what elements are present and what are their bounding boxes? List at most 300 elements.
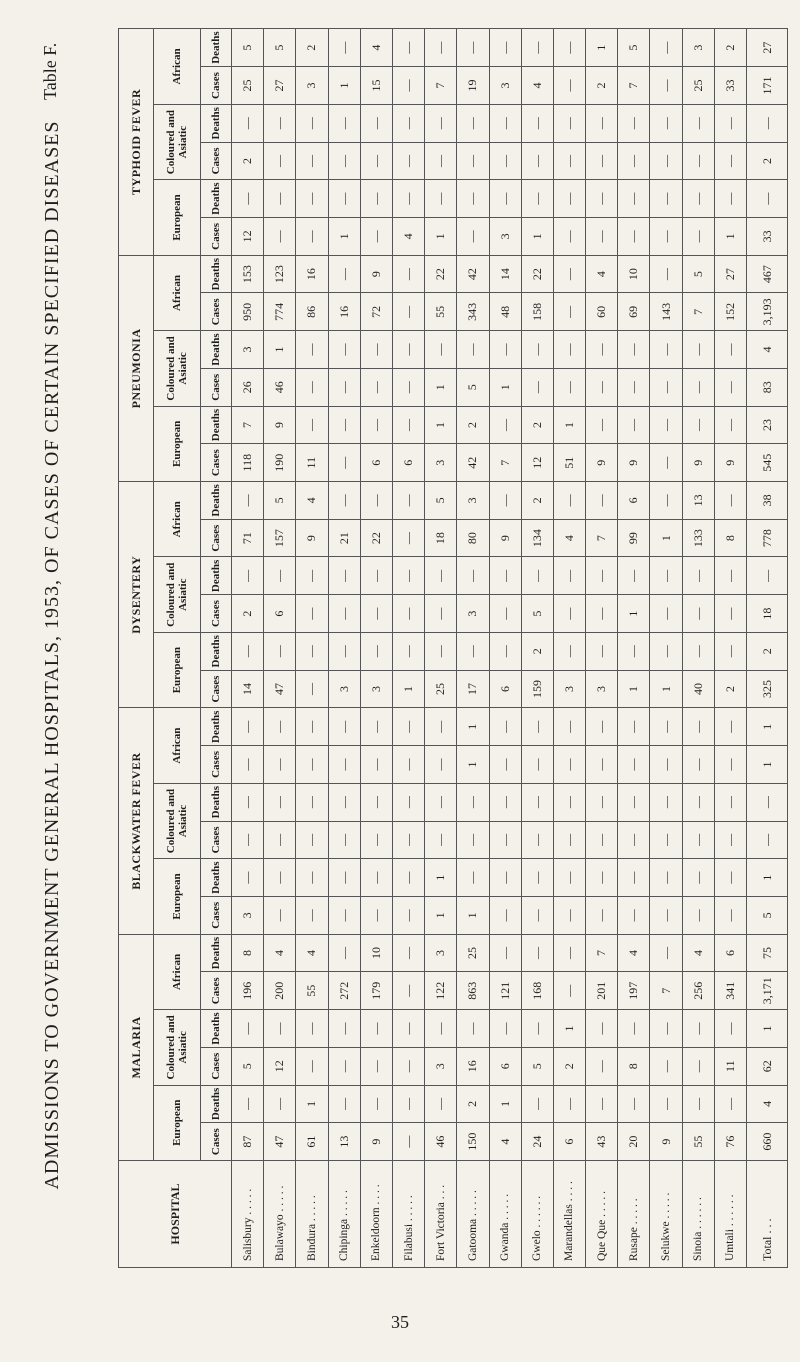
table-cell: — (618, 708, 650, 746)
table-cell: — (586, 368, 618, 406)
table-row (521, 29, 553, 1268)
table-cell: — (650, 482, 682, 520)
table-cell: 2 (553, 1047, 585, 1085)
disease-header-blackwater-fever: BLACKWATER FEVER (119, 708, 154, 934)
table-cell: — (360, 859, 392, 897)
cases-header: Cases (201, 746, 232, 784)
table-cell: — (296, 859, 328, 897)
table-cell: 16 (328, 293, 360, 331)
table-cell: 153 (232, 255, 264, 293)
table-cell: 863 (457, 972, 489, 1010)
table-cell: 26 (232, 368, 264, 406)
table-cell: 7 (586, 934, 618, 972)
table-cell: — (618, 632, 650, 670)
table-cell: 6 (714, 934, 746, 972)
table-cell: 197 (618, 972, 650, 1010)
table-cell: — (714, 632, 746, 670)
table-row (489, 29, 521, 1268)
table-cell: — (328, 934, 360, 972)
table-cell: 40 (682, 670, 714, 708)
cases-header: Cases (201, 293, 232, 331)
table-cell: — (553, 218, 585, 256)
table-cell: 1 (714, 218, 746, 256)
table-cell: 5 (232, 1047, 264, 1085)
table-cell: — (714, 1010, 746, 1048)
table-cell: — (553, 821, 585, 859)
table-cell: 33 (747, 218, 788, 256)
table-cell: 33 (714, 67, 746, 105)
table-cell: 12 (521, 444, 553, 482)
table-cell: — (682, 368, 714, 406)
table-cell: — (618, 180, 650, 218)
table-row (360, 29, 392, 1268)
table-cell: 1 (650, 670, 682, 708)
table-cell: — (425, 557, 457, 595)
table-cell: — (618, 218, 650, 256)
table-cell: — (392, 783, 424, 821)
table-cell: 9 (618, 444, 650, 482)
table-cell: 18 (425, 519, 457, 557)
table-cell: 3 (425, 1047, 457, 1085)
table-cell: — (264, 896, 296, 934)
table-cell: 9 (586, 444, 618, 482)
table-cell: — (457, 218, 489, 256)
table-cell: — (714, 482, 746, 520)
table-cell: — (650, 1047, 682, 1085)
table-cell: — (618, 142, 650, 180)
table-cell: — (489, 859, 521, 897)
table-cell: — (296, 406, 328, 444)
cases-header: Cases (201, 142, 232, 180)
table-cell: 5 (521, 1047, 553, 1085)
table-cell: 25 (232, 67, 264, 105)
table-cell: 13 (328, 1123, 360, 1161)
table-cell: 1 (264, 331, 296, 369)
cases-header: Cases (201, 595, 232, 633)
table-cell: 7 (650, 972, 682, 1010)
table-cell: 325 (747, 670, 788, 708)
table-cell: — (586, 1047, 618, 1085)
table-cell: 1 (553, 406, 585, 444)
page-number: 35 (391, 1312, 409, 1332)
table-cell: 2 (232, 595, 264, 633)
table-cell: — (489, 708, 521, 746)
table-cell: — (489, 557, 521, 595)
table-cell: — (682, 783, 714, 821)
hospital-name: Gwanda . . . . . (489, 1161, 521, 1268)
table-cell: — (392, 406, 424, 444)
page-title: ADMISSIONS TO GOVERNMENT GENERAL HOSPITALS, 1953, OF CASES OF CERTAIN SPECIFIED DISEASES (41, 120, 63, 1190)
table-cell: 3 (489, 67, 521, 105)
table-cell: — (232, 557, 264, 595)
table-cell: — (586, 859, 618, 897)
table-cell: 55 (425, 293, 457, 331)
race-header: European (154, 180, 201, 255)
table-cell: — (360, 708, 392, 746)
table-cell: 196 (232, 972, 264, 1010)
table-cell: 7 (489, 444, 521, 482)
table-cell: — (618, 821, 650, 859)
table-cell: 1 (747, 1010, 788, 1048)
table-cell: — (296, 595, 328, 633)
hospital-name: Que Que . . . . . (586, 1161, 618, 1268)
table-cell: 19 (457, 67, 489, 105)
table-cell: 2 (714, 29, 746, 67)
table-row (328, 29, 360, 1268)
table-cell: — (586, 557, 618, 595)
table-cell: 2 (457, 406, 489, 444)
table-cell: — (521, 104, 553, 142)
table-cell: 71 (232, 519, 264, 557)
table-cell: — (360, 406, 392, 444)
table-cell: — (360, 180, 392, 218)
table-row (618, 29, 650, 1268)
table-cell: — (682, 180, 714, 218)
table-cell: 9 (714, 444, 746, 482)
table-cell: — (328, 482, 360, 520)
table-cell: — (392, 29, 424, 67)
hospital-name: Chipinga . . . . . (328, 1161, 360, 1268)
table-cell: — (264, 218, 296, 256)
table-cell: 47 (264, 670, 296, 708)
table-cell: — (457, 29, 489, 67)
table-cell: — (328, 406, 360, 444)
table-cell: 200 (264, 972, 296, 1010)
table-cell: — (328, 104, 360, 142)
table-cell: 3 (489, 218, 521, 256)
table-cell: — (264, 142, 296, 180)
table-cell: — (392, 821, 424, 859)
table-cell: — (489, 746, 521, 784)
table-cell: — (264, 1085, 296, 1123)
table-cell: — (714, 595, 746, 633)
table-cell: — (392, 934, 424, 972)
table-cell: — (328, 29, 360, 67)
table-cell: — (553, 595, 585, 633)
table-cell: — (714, 557, 746, 595)
table-cell: — (328, 859, 360, 897)
table-cell: — (264, 746, 296, 784)
table-cell: — (457, 142, 489, 180)
table-cell: — (457, 632, 489, 670)
table-cell: 545 (747, 444, 788, 482)
table-cell: — (328, 142, 360, 180)
table-cell: — (425, 746, 457, 784)
table-cell: — (392, 1123, 424, 1161)
table-cell: — (264, 859, 296, 897)
table-cell: — (457, 859, 489, 897)
table-cell: — (586, 104, 618, 142)
table-cell: — (747, 821, 788, 859)
table-cell: — (521, 1010, 553, 1048)
table-cell: — (650, 1010, 682, 1048)
table-cell: — (553, 746, 585, 784)
table-cell: 4 (682, 934, 714, 972)
table-cell: — (264, 557, 296, 595)
table-cell: 14 (489, 255, 521, 293)
table-cell: — (682, 331, 714, 369)
deaths-header: Deaths (201, 406, 232, 444)
table-cell: — (296, 708, 328, 746)
table-cell: 1 (425, 368, 457, 406)
table-cell: — (296, 896, 328, 934)
table-cell: — (714, 708, 746, 746)
table-cell: 272 (328, 972, 360, 1010)
table-cell: — (586, 821, 618, 859)
cases-header: Cases (201, 218, 232, 256)
table-cell: 343 (457, 293, 489, 331)
table-cell: — (618, 368, 650, 406)
table-cell: — (521, 859, 553, 897)
hospital-name: Marandellas . . . . (553, 1161, 585, 1268)
table-cell: — (682, 708, 714, 746)
table-cell: — (489, 104, 521, 142)
race-header: Coloured and Asiatic (154, 331, 201, 406)
table-cell: — (553, 293, 585, 331)
table-cell: 2 (747, 632, 788, 670)
table-cell: — (521, 934, 553, 972)
table-cell: — (682, 859, 714, 897)
table-cell: 1 (425, 859, 457, 897)
cases-header: Cases (201, 444, 232, 482)
table-cell: 2 (232, 142, 264, 180)
table-cell: — (392, 293, 424, 331)
table-cell: 4 (489, 1123, 521, 1161)
table-cell: 6 (264, 595, 296, 633)
table-cell: — (650, 595, 682, 633)
table-cell: 47 (264, 1123, 296, 1161)
table-cell: 3 (586, 670, 618, 708)
table-cell: — (714, 406, 746, 444)
table-cell: 6 (360, 444, 392, 482)
table-cell: — (296, 821, 328, 859)
race-header: African (154, 482, 201, 557)
table-cell: — (714, 896, 746, 934)
table-cell: — (682, 1085, 714, 1123)
table-cell: 4 (296, 934, 328, 972)
table-cell: 3 (457, 595, 489, 633)
table-cell: 87 (232, 1123, 264, 1161)
hospital-name: Enkeldoorn . . . . (360, 1161, 392, 1268)
table-cell: 9 (682, 444, 714, 482)
table-cell: 123 (264, 255, 296, 293)
table-cell: — (232, 859, 264, 897)
table-cell: — (553, 972, 585, 1010)
table-cell: 158 (521, 293, 553, 331)
table-cell: 9 (296, 519, 328, 557)
table-cell: 3 (425, 934, 457, 972)
table-cell: — (618, 859, 650, 897)
table-cell: 46 (264, 368, 296, 406)
table-cell: 7 (232, 406, 264, 444)
table-cell: — (425, 595, 457, 633)
table-cell: 4 (360, 29, 392, 67)
table-cell: — (425, 331, 457, 369)
table-cell: 9 (264, 406, 296, 444)
table-cell: — (328, 595, 360, 633)
table-cell: — (296, 1047, 328, 1085)
table-cell: — (457, 821, 489, 859)
table-cell: 17 (457, 670, 489, 708)
table-cell: — (650, 896, 682, 934)
table-cell: 55 (682, 1123, 714, 1161)
table-cell: — (714, 142, 746, 180)
table-cell: — (360, 1085, 392, 1123)
table-cell: 11 (296, 444, 328, 482)
table-cell: — (714, 821, 746, 859)
table-cell: 3 (232, 331, 264, 369)
table-cell: — (328, 821, 360, 859)
table-cell: — (360, 746, 392, 784)
table-cell: — (232, 180, 264, 218)
table-cell: — (650, 104, 682, 142)
table-cell: — (489, 331, 521, 369)
deaths-header: Deaths (201, 934, 232, 972)
table-cell: — (425, 29, 457, 67)
table-cell: 42 (457, 255, 489, 293)
table-row (425, 29, 457, 1268)
table-cell: — (264, 708, 296, 746)
table-cell: 1 (489, 1085, 521, 1123)
race-header: African (154, 708, 201, 783)
table-cell: 6 (489, 670, 521, 708)
table-cell: 1 (328, 218, 360, 256)
cases-header: Cases (201, 972, 232, 1010)
table-cell: 21 (328, 519, 360, 557)
cases-header: Cases (201, 1123, 232, 1161)
race-header: Coloured and Asiatic (154, 1010, 201, 1085)
table-cell: 9 (360, 255, 392, 293)
table-cell: 83 (747, 368, 788, 406)
table-cell: 12 (264, 1047, 296, 1085)
table-cell: 25 (425, 670, 457, 708)
table-cell: 778 (747, 519, 788, 557)
table-cell: 134 (521, 519, 553, 557)
table-cell: 467 (747, 255, 788, 293)
table-cell: 171 (747, 67, 788, 105)
table-cell: — (618, 746, 650, 784)
table-cell: — (586, 406, 618, 444)
table-cell: 7 (586, 519, 618, 557)
deaths-header: Deaths (201, 180, 232, 218)
table-cell: 14 (232, 670, 264, 708)
hospital-name: Gatooma . . . . . (457, 1161, 489, 1268)
deaths-header: Deaths (201, 331, 232, 369)
table-cell: 75 (747, 934, 788, 972)
table-row (650, 29, 682, 1268)
table-cell: 4 (264, 934, 296, 972)
table-cell: 150 (457, 1123, 489, 1161)
table-cell: — (328, 1085, 360, 1123)
table-cell: — (586, 708, 618, 746)
table-cell: 8 (714, 519, 746, 557)
table-cell: 6 (392, 444, 424, 482)
table-cell: 3 (328, 670, 360, 708)
table-cell: 48 (489, 293, 521, 331)
table-cell: — (650, 142, 682, 180)
table-cell: — (360, 595, 392, 633)
table-cell: 3,171 (747, 972, 788, 1010)
table-cell: — (553, 859, 585, 897)
table-cell: 5 (618, 29, 650, 67)
table-cell: 55 (296, 972, 328, 1010)
deaths-header: Deaths (201, 29, 232, 67)
table-cell: 1 (457, 746, 489, 784)
table-row (682, 29, 714, 1268)
cases-header: Cases (201, 519, 232, 557)
table-cell: 23 (747, 406, 788, 444)
table-row (264, 29, 296, 1268)
table-cell: — (232, 783, 264, 821)
table-cell: — (328, 1010, 360, 1048)
table-cell: 3 (360, 670, 392, 708)
table-cell: — (682, 104, 714, 142)
table-cell: — (296, 180, 328, 218)
table-cell: — (392, 746, 424, 784)
table-cell: 179 (360, 972, 392, 1010)
table-cell: — (328, 331, 360, 369)
table-cell: — (425, 142, 457, 180)
table-cell: — (747, 104, 788, 142)
table-cell: 3 (553, 670, 585, 708)
table-cell: 27 (714, 255, 746, 293)
table-cell: 16 (296, 255, 328, 293)
table-cell: — (682, 1010, 714, 1048)
table-cell: — (618, 557, 650, 595)
table-cell: 1 (328, 67, 360, 105)
table-cell: — (682, 746, 714, 784)
cases-header: Cases (201, 821, 232, 859)
table-cell: 8 (618, 1047, 650, 1085)
table-cell: — (521, 29, 553, 67)
table-cell: — (328, 708, 360, 746)
table-cell: 10 (360, 934, 392, 972)
table-cell: — (232, 746, 264, 784)
table-cell: — (360, 1010, 392, 1048)
table-cell: 4 (392, 218, 424, 256)
table-cell: 3 (457, 482, 489, 520)
table-cell: — (650, 331, 682, 369)
table-row (232, 29, 264, 1268)
table-cell: — (392, 632, 424, 670)
race-header: African (154, 255, 201, 330)
table-cell: 13 (682, 482, 714, 520)
disease-header-dysentery: DYSENTERY (119, 482, 154, 708)
table-cell: 133 (682, 519, 714, 557)
table-cell: — (650, 1085, 682, 1123)
table-cell: 10 (618, 255, 650, 293)
table-cell: 1 (457, 708, 489, 746)
table-cell: — (457, 180, 489, 218)
table-cell: — (232, 1010, 264, 1048)
table-cell: 4 (586, 255, 618, 293)
table-cell: 11 (714, 1047, 746, 1085)
table-cell: — (392, 557, 424, 595)
table-cell: — (392, 67, 424, 105)
table-cell: — (392, 255, 424, 293)
table-cell: — (489, 29, 521, 67)
table-cell: — (682, 1047, 714, 1085)
disease-header-typhoid-fever: TYPHOID FEVER (119, 29, 154, 256)
table-cell: 341 (714, 972, 746, 1010)
table-cell: — (392, 708, 424, 746)
table-cell: — (714, 104, 746, 142)
table-cell: — (650, 29, 682, 67)
table-cell: 76 (714, 1123, 746, 1161)
table-cell: 46 (425, 1123, 457, 1161)
race-header: African (154, 29, 201, 105)
table-row (714, 29, 746, 1268)
